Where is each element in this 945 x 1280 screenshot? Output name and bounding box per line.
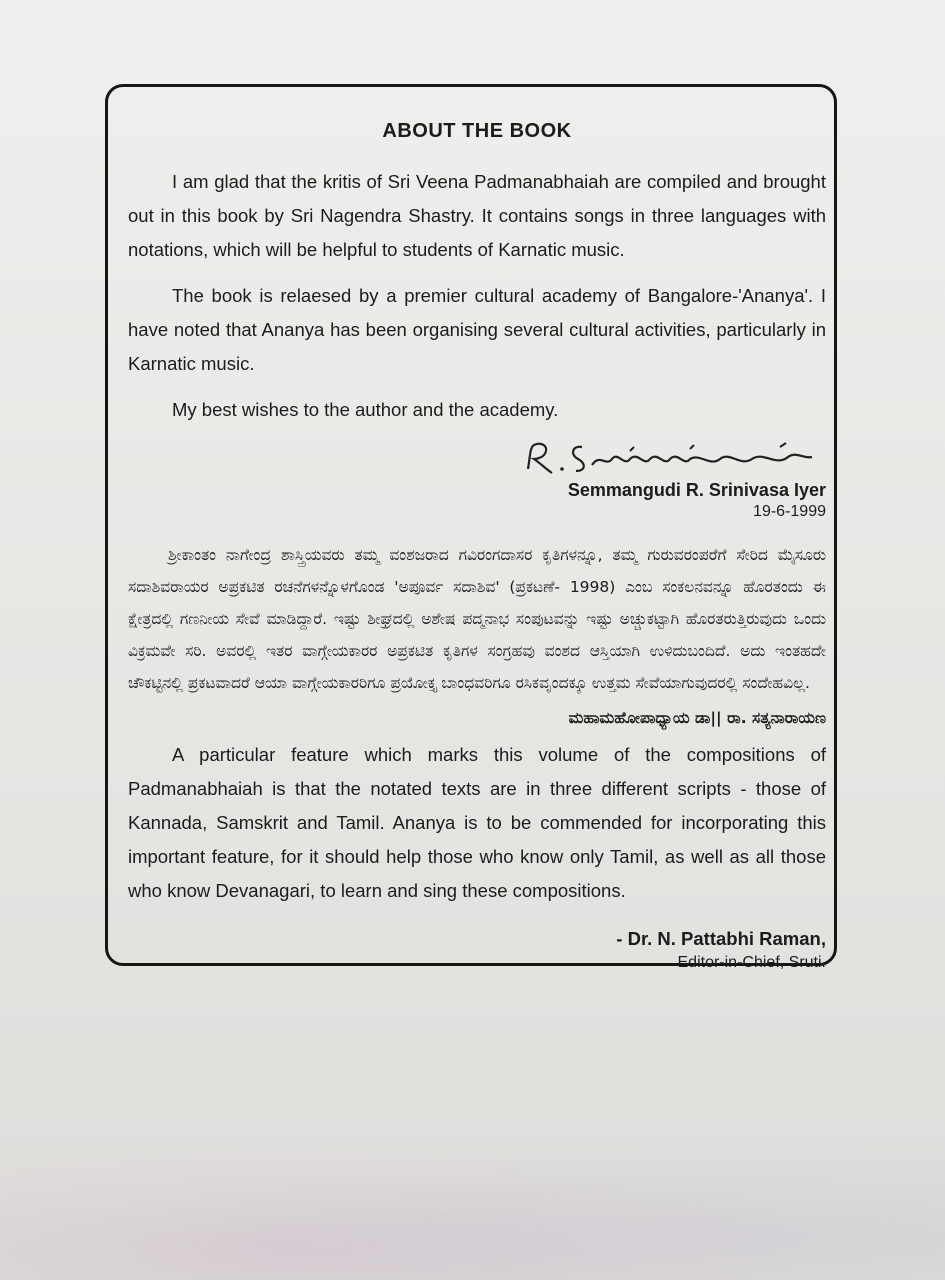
kannada-paragraph: ಶ್ರೀಕಾಂತಂ ನಾಗೇಂದ್ರ ಶಾಸ್ತ್ರಿಯವರು ತಮ್ಮ ವಂಶಜರಾದ ಗವಿರಂಗದಾಸರ ಕೃತಿಗಳನ್ನೂ, ತಮ್ಮ ಗುರುವರಂಪರೆಗೆ ಸೇರಿದ ಮೈಸೂರು ಸದಾಶಿವರಾಯರ ಅಪ್ರಕಟಿತ ರಚನೆಗಳನ್ನೊಳಗೊಂಡ 'ಅಪೂರ್ವ ಸದಾಶಿವ' (ಪ್ರಕಟಣೆ- 1998) ಎಂಬ ಸಂಕಲನವನ್ನೂ ಹೊರತಂದು ಈ ಕ್ಷೇತ್ರದಲ್ಲಿ ಗಣನೀಯ ಸೇವೆ ಮಾಡಿದ್ದಾರೆ. ಇಷ್ಟು ಶೀಘ್ರದಲ್ಲಿ ಅಶೇಷ ಪದ್ಮನಾಭ ಸಂಪುಟವನ್ನು ಇಷ್ಟು ಅಚ್ಚುಕಟ್ಟಾಗಿ ಹೊರತರುತ್ತಿರುವುದು ಒಂದು ವಿಕ್ರಮವೇ ಸರಿ. ಅವರಲ್ಲಿ ಇತರ ವಾಗ್ಗೇಯಕಾರರ ಅಪ್ರಕಟಿತ ಕೃತಿಗಳ ಸಂಗ್ರಹವು ವಂಶದ ಆಸ್ತಿಯಾಗಿ ಉಳಿದುಬಂದಿದೆ. ಅದು ಇಂತಹದೇ ಚೌಕಟ್ಟಿನಲ್ಲಿ ಪ್ರಕಟವಾದರೆ ಆಯಾ ವಾಗ್ಗೇಯಕಾರರಿಗೂ ಪ್ರಯೋಕ್ತೃ ಬಾಂಧವರಿಗೂ ರಸಿಕವೃಂದಕ್ಕೂ ಉತ್ತಮ ಸೇವೆಯಾಗುವುದರಲ್ಲಿ ಸಂದೇಹವಿಲ್ಲ. [128, 546, 826, 692]
author-2-name: - Dr. N. Pattabhi Raman, [616, 928, 826, 949]
handwritten-signature [520, 439, 820, 477]
paragraph-2: The book is relaesed by a premier cultural academy of Bangalore-'Ananya'. I have noted that Ananya has been organising several cultural activities, particularly in Karnatic music. [128, 285, 826, 374]
kannada-signer: ಮಹಾಮಹೋಪಾಧ್ಯಾಯ ಡಾ|| ರಾ. ಸತ್ಯನಾರಾಯಣ [568, 709, 826, 727]
author-2-title: Editor-in-Chief, Sruti. [677, 954, 826, 971]
paragraph-3: My best wishes to the author and the academy. [172, 399, 559, 420]
paragraph-4: A particular feature which marks this volume of the compositions of Padmanabhaiah is that the notated texts are in three different scripts - those of Kannada, Samskrit and Tamil. Ananya is to be commended for incorporating this important feature, for it should help those who know only Tamil, as well as all those who know Devanagari, to learn and sing these compositions. [128, 744, 826, 901]
signer-name: Semmangudi R. Srinivasa Iyer [567, 480, 826, 500]
paragraph-1: I am glad that the kritis of Sri Veena Padmanabhaiah are compiled and brought out in this book by Sri Nagendra Shastry. It contains songs in three languages with notations, which will be helpful to students of Karnatic music. [128, 171, 826, 260]
page-content [128, 96, 826, 972]
signature-date: 19-6-1999 [753, 503, 826, 520]
signature-wrap [128, 439, 826, 482]
page-title: ABOUT THE BOOK [382, 120, 572, 142]
paper-stain [0, 1130, 945, 1280]
